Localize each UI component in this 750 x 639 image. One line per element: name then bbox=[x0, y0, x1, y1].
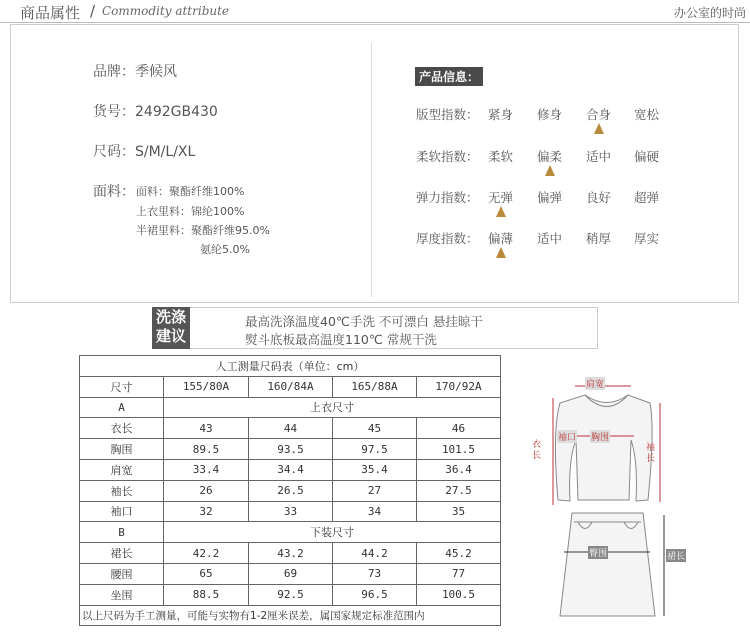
table-cell: 43 bbox=[164, 418, 249, 439]
table-cell: 裙长 bbox=[80, 543, 164, 564]
table-cell: 26 bbox=[164, 480, 249, 501]
table-cell: 93.5 bbox=[249, 439, 333, 460]
table-footer-note: 以上尺码为手工测量，可能与实物有1-2厘米误差，属国家规定标准范围内 bbox=[80, 605, 501, 626]
table-cell: 35.4 bbox=[333, 459, 417, 480]
index-label: 弹力指数： bbox=[416, 190, 479, 205]
section-title: 商品属性 bbox=[20, 4, 81, 22]
table-cell: 97.5 bbox=[333, 439, 417, 460]
index-option: 合身 bbox=[586, 107, 612, 122]
table-cell: 袖口 bbox=[80, 501, 164, 522]
table-cell: 腰围 bbox=[80, 563, 164, 584]
table-cell: 35 bbox=[417, 501, 501, 522]
table-cell: 45 bbox=[333, 418, 417, 439]
cuff-label: 袖口 bbox=[557, 430, 577, 443]
index-option: 稍厚 bbox=[586, 231, 612, 246]
index-option: 柔软 bbox=[488, 149, 514, 164]
product-info-tag: 产品信息： bbox=[415, 67, 483, 86]
index-option: 良好 bbox=[586, 190, 612, 205]
index-option: 无弹 bbox=[488, 190, 514, 205]
table-cell: 33.4 bbox=[164, 459, 249, 480]
table-cell: 44.2 bbox=[333, 543, 417, 564]
table-cell: 42.2 bbox=[164, 543, 249, 564]
table-cell: 44 bbox=[249, 418, 333, 439]
index-label: 版型指数： bbox=[416, 107, 479, 122]
index-option: 偏弹 bbox=[537, 190, 563, 205]
table-cell: 27 bbox=[333, 480, 417, 501]
sleeve-label: 袖长 bbox=[646, 443, 656, 464]
table-cell: 92.5 bbox=[249, 584, 333, 605]
table-header-cell: 160/84A bbox=[249, 376, 333, 397]
table-cell: 34.4 bbox=[249, 459, 333, 480]
section-title: 下装尺寸 bbox=[164, 522, 501, 543]
index-option: 修身 bbox=[537, 107, 563, 122]
table-cell: 101.5 bbox=[417, 439, 501, 460]
length-label: 衣长 bbox=[532, 440, 542, 461]
table-cell: 32 bbox=[164, 501, 249, 522]
index-option: 适中 bbox=[586, 149, 612, 164]
table-cell: 65 bbox=[164, 563, 249, 584]
table-cell: 27.5 bbox=[417, 480, 501, 501]
size-text: 尺码：S/M/L/XL bbox=[93, 144, 196, 160]
index-option: 厚实 bbox=[634, 231, 660, 246]
table-cell: 45.2 bbox=[417, 543, 501, 564]
table-cell: 73 bbox=[333, 563, 417, 584]
table-cell: 胸围 bbox=[80, 439, 164, 460]
table-cell: 88.5 bbox=[164, 584, 249, 605]
section-subtitle: Commodity attribute bbox=[102, 4, 230, 18]
hip-label: 臀围 bbox=[588, 546, 608, 559]
section-label: A bbox=[80, 397, 164, 418]
table-header-cell: 165/88A bbox=[333, 376, 417, 397]
table-header-cell: 尺寸 bbox=[80, 376, 164, 397]
index-option: 偏柔 bbox=[537, 149, 563, 164]
table-cell: 46 bbox=[417, 418, 501, 439]
table-header-cell: 170/92A bbox=[417, 376, 501, 397]
table-header-cell: 155/80A bbox=[164, 376, 249, 397]
index-option: 适中 bbox=[537, 231, 563, 246]
material-line: 氨纶5.0% bbox=[200, 243, 250, 256]
index-option: 偏薄 bbox=[488, 231, 514, 246]
item-number-text: 货号：2492GB430 bbox=[93, 104, 218, 120]
table-cell: 33 bbox=[249, 501, 333, 522]
title-separator: / bbox=[90, 2, 96, 20]
section-title: 上衣尺寸 bbox=[164, 397, 501, 418]
material-line: 面料：聚酯纤维100% bbox=[136, 185, 245, 198]
table-cell: 36.4 bbox=[417, 459, 501, 480]
table-cell: 69 bbox=[249, 563, 333, 584]
material-line: 上衣里料：锦纶100% bbox=[136, 205, 245, 218]
table-cell: 坐围 bbox=[80, 584, 164, 605]
index-option: 宽松 bbox=[634, 107, 660, 122]
table-cell: 26.5 bbox=[249, 480, 333, 501]
table-cell: 衣长 bbox=[80, 418, 164, 439]
table-cell: 肩宽 bbox=[80, 459, 164, 480]
wash-line-1: 最高洗涤温度40℃手洗 不可漂白 悬挂晾干 bbox=[245, 314, 483, 329]
index-label: 柔软指数： bbox=[416, 149, 479, 164]
table-cell: 43.2 bbox=[249, 543, 333, 564]
material-line: 半裙里料：聚酯纤维95.0% bbox=[136, 224, 270, 237]
shoulder-label: 肩宽 bbox=[585, 377, 605, 390]
skirt-illustration bbox=[560, 513, 655, 616]
table-cell: 34 bbox=[333, 501, 417, 522]
index-label: 厚度指数： bbox=[416, 231, 479, 246]
index-option: 偏硬 bbox=[634, 149, 660, 164]
wash-line-2: 熨斗底板最高温度110℃ 常规干洗 bbox=[245, 332, 437, 347]
chest-label: 胸围 bbox=[590, 430, 610, 443]
table-cell: 96.5 bbox=[333, 584, 417, 605]
header-right-text: 办公室的时尚 bbox=[673, 6, 746, 20]
skirt-length-label: 裙长 bbox=[666, 549, 686, 562]
index-option: 超弹 bbox=[634, 190, 660, 205]
index-option: 紧身 bbox=[488, 107, 514, 122]
table-cell: 77 bbox=[417, 563, 501, 584]
section-label: B bbox=[80, 522, 164, 543]
brand-text: 品牌：季候风 bbox=[93, 64, 177, 80]
table-title: 人工测量尺码表（单位：cm） bbox=[80, 356, 501, 377]
fabric-label: 面料： bbox=[93, 184, 135, 200]
table-cell: 89.5 bbox=[164, 439, 249, 460]
table-cell: 袖长 bbox=[80, 480, 164, 501]
table-cell: 100.5 bbox=[417, 584, 501, 605]
wash-advice-tag: 洗涤 建议 bbox=[152, 307, 190, 349]
top-garment-illustration bbox=[555, 395, 652, 501]
